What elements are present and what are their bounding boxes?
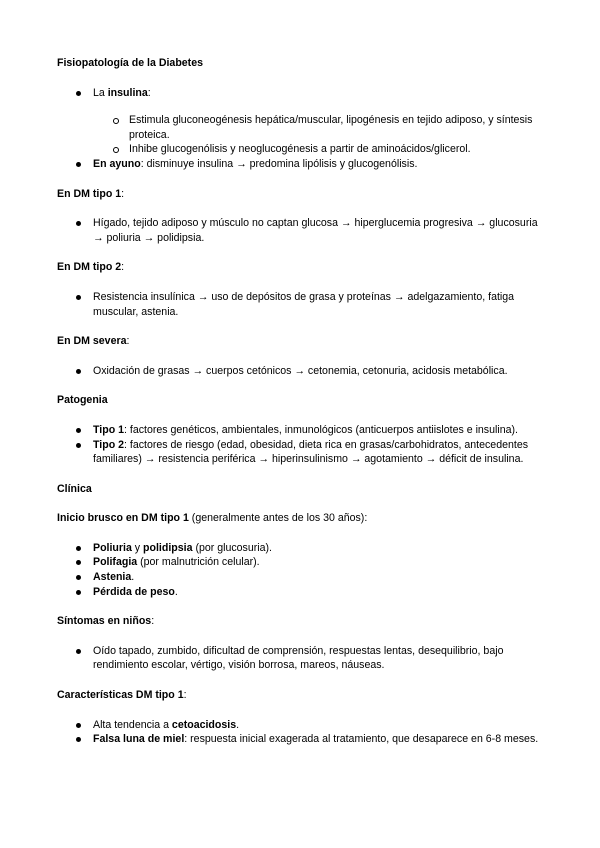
list-item-luna-de-miel: Falsa luna de miel: respuesta inicial exagerada al tratamiento, que desaparece en 6-8 meses.: [57, 732, 547, 747]
list-item-polifagia: Polifagia (por malnutrición celular).: [57, 555, 547, 570]
list-item-perdida-peso: Pérdida de peso.: [57, 585, 547, 600]
list-item-insulina: La insulina:: [57, 86, 547, 101]
list-item-dm2-mecanismo: Resistencia insulínica → uso de depósitos de grasa y proteínas → adelgazamiento, fatiga muscular, astenia.: [57, 290, 547, 319]
list-item-patogenia-tipo-1: Tipo 1: factores genéticos, ambientales, inmunológicos (anticuerpos antiislotes e insulina).: [57, 423, 547, 438]
list-item-estimula: Estimula gluconeogénesis hepática/muscular, lipogénesis en tejido adiposo, y síntesis proteica.: [57, 113, 547, 142]
list-dm-tipo-1: [57, 216, 547, 245]
heading-patogenia: Patogenia: [57, 394, 108, 407]
list-caracteristicas-dm1: [57, 718, 547, 747]
list-sintomas-ninos: [57, 644, 547, 673]
heading-dm-tipo-2: En DM tipo 2:: [57, 261, 125, 274]
list-fisiopatologia: [57, 86, 547, 101]
list-item-cetoacidosis: Alta tendencia a cetoacidosis.: [57, 718, 547, 733]
heading-dm-tipo-1: En DM tipo 1:: [57, 187, 125, 200]
heading-caracteristicas-dm1: Características DM tipo 1:: [57, 689, 187, 702]
list-dm-severa: [57, 364, 547, 379]
list-item-ayuno: En ayuno: disminuye insulina → predomina lipólisis y glucogenólisis.: [57, 157, 547, 172]
list-dm-tipo-2: [57, 290, 547, 319]
heading-fisiopatologia: Fisiopatología de la Diabetes: [57, 57, 203, 69]
heading-dm-severa: En DM severa:: [57, 335, 130, 348]
list-patogenia: [57, 423, 547, 467]
list-insulina-effects: [57, 113, 547, 157]
heading-clinica: Clínica: [57, 482, 92, 495]
heading-sintomas-ninos: Síntomas en niños:: [57, 615, 155, 628]
list-inicio-brusco: [57, 541, 547, 599]
document-content: [57, 56, 547, 747]
list-item-dm1-mecanismo: Hígado, tejido adiposo y músculo no captan glucosa → hiperglucemia progresiva → glucosuria → poliuria → polidipsia.: [57, 216, 547, 245]
list-item-patogenia-tipo-2: Tipo 2: factores de riesgo (edad, obesidad, dieta rica en grasas/carbohidratos, antecedentes familiares) → resistencia periférica → hiperinsulinismo → agotamiento → déficit de insulina.: [57, 438, 547, 467]
list-item-sintomas: Oído tapado, zumbido, dificultad de comprensión, respuestas lentas, desequilibrio, bajo rendimiento escolar, vértigo, visión borrosa, mareos, náuseas.: [57, 644, 547, 673]
heading-inicio-brusco: Inicio brusco en DM tipo 1 (generalmente antes de los 30 años):: [57, 512, 368, 525]
list-item-poliuria: Poliuria y polidipsia (por glucosuria).: [57, 541, 547, 556]
list-item-oxidacion: Oxidación de grasas → cuerpos cetónicos → cetonemia, cetonuria, acidosis metabólica.: [57, 364, 547, 379]
list-item-astenia: Astenia.: [57, 570, 547, 585]
list-item-inhibe: Inhibe glucogenólisis y neoglucogénesis a partir de aminoácidos/glicerol.: [57, 142, 547, 157]
list-ayuno: [57, 157, 547, 172]
